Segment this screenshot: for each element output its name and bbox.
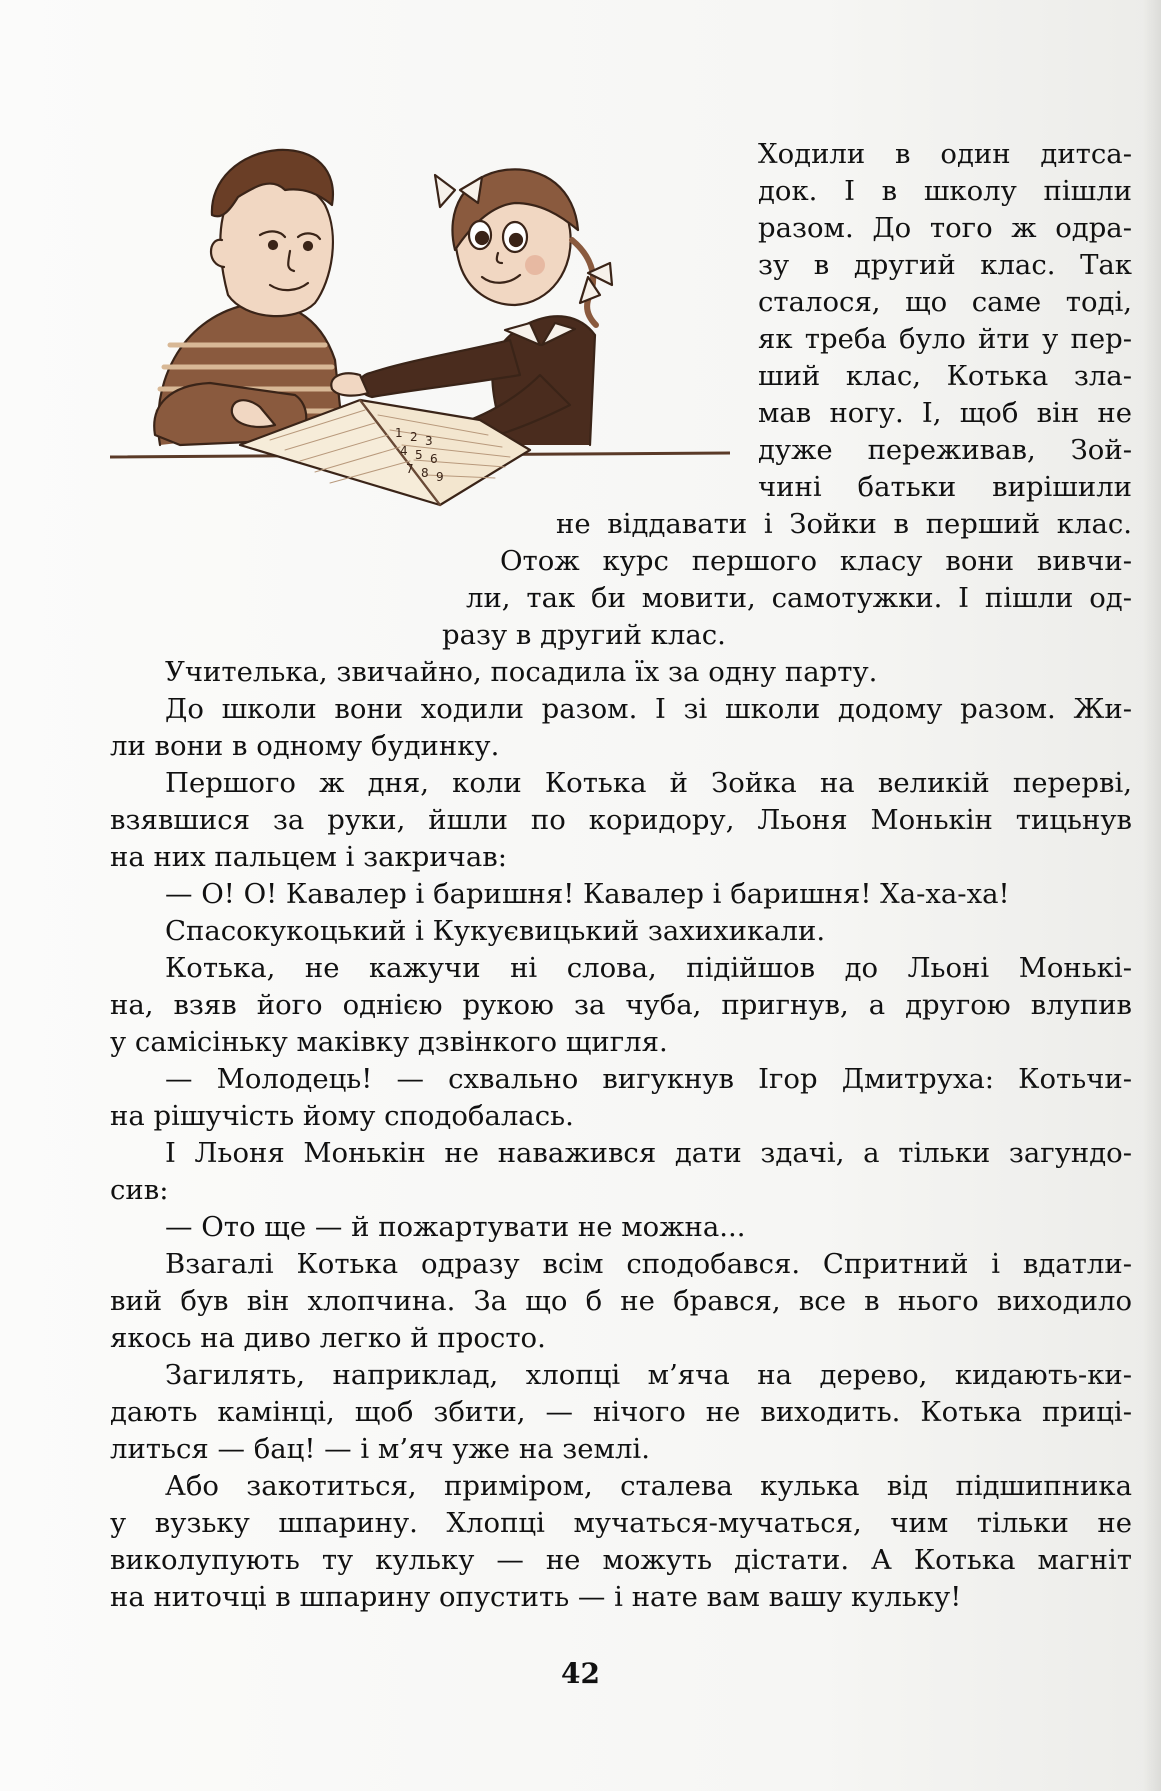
text-line: мав ногу. І, щоб він не (758, 397, 1132, 429)
text-line: ли, так би мовити, самотужки. І пішли од- (466, 582, 1132, 614)
text-line: Отож курс першого класу вони вивчи- (500, 545, 1132, 577)
text-line: разом. До того ж одра- (758, 212, 1132, 244)
text-line: литься — бац! — і м’яч уже на землі. (110, 1433, 650, 1465)
text-line: Або закотиться, приміром, сталева кулька від підшипника (165, 1470, 1132, 1502)
book-digit: 7 (406, 462, 414, 476)
text-line: у самісіньку маківку дзвінкого щигля. (110, 1026, 668, 1058)
text-line: разу в другий клас. (442, 619, 726, 651)
text-line: виколупують ту кульку — не можуть дістати. А Котька магніт (110, 1544, 1132, 1576)
text-line: Котька, не кажучи ні слова, підійшов до Льоні Монькі- (165, 952, 1132, 984)
text-line: на них пальцем і закричав: (110, 841, 508, 873)
text-line: Взагалі Котька одразу всім сподобався. Спритний і вдатли- (165, 1248, 1132, 1280)
text-line: сив: (110, 1174, 169, 1206)
book-digit: 8 (421, 466, 429, 480)
book-digit: 9 (436, 470, 444, 484)
text-line: ли вони в одному будинку. (110, 730, 500, 762)
book-digit: 3 (425, 434, 433, 448)
book-digit: 1 (395, 426, 403, 440)
text-line: не віддавати і Зойки в перший клас. (556, 508, 1132, 540)
text-line: як треба було йти у пер- (758, 323, 1132, 355)
book-digit: 2 (410, 430, 418, 444)
text-line: на, взяв його однією рукою за чуба, пригнув, а другою влупив (110, 989, 1132, 1021)
text-line: Учителька, звичайно, посадила їх за одну парту. (165, 656, 878, 688)
text-line: взявшися за руки, йшли по коридору, Льоня Монькін тицьнув (110, 804, 1132, 836)
text-line: Спасокукоцький і Кукуєвицький захихикали. (165, 915, 826, 947)
text-line: дають камінці, щоб збити, — нічого не виходить. Котька прицi- (110, 1396, 1132, 1428)
text-line: зу в другий клас. Так (758, 249, 1132, 281)
book-digit: 6 (430, 452, 438, 466)
text-line: Ходили в один дитса- (758, 138, 1132, 170)
text-line: сталося, що саме тоді, (758, 286, 1132, 318)
text-line: якось на диво легко й просто. (110, 1322, 546, 1354)
page-number: 42 (561, 1657, 600, 1690)
text-line: док. І в школу пішли (758, 175, 1132, 207)
text-line: вий був він хлопчина. За що б не брався, все в нього виходило (110, 1285, 1132, 1317)
page-edge-shadow (1143, 0, 1161, 1791)
text-line: Першого ж дня, коли Котька й Зойка на великій перерві, (165, 767, 1132, 799)
text-line: І Льоня Монькін не наважився дати здачі, а тільки загундо- (165, 1137, 1132, 1169)
text-line: — Молодець! — схвально вигукнув Ігор Дмитруха: Котьчи- (165, 1063, 1132, 1095)
text-line: — Ото ще — й пожартувати не можна... (165, 1211, 746, 1243)
text-line: ший клас, Котька зла- (758, 360, 1132, 392)
book-digit: 5 (415, 448, 423, 462)
text-line: на рішучість йому сподобалась. (110, 1100, 574, 1132)
text-line: у вузьку шпарину. Хлопці мучаться-мучаться, чим тільки не (110, 1507, 1132, 1539)
text-line: До школи вони ходили разом. І зі школи додому разом. Жи- (165, 693, 1132, 725)
text-line: дуже переживав, Зой- (758, 434, 1132, 466)
text-line: — О! О! Кавалер і баришня! Кавалер і баришня! Ха-ха-ха! (165, 878, 1010, 910)
text-line: Загилять, наприклад, хлопці м’яча на дерево, кидають-ки- (165, 1359, 1132, 1391)
text-line: на ниточці в шпарину опустить — і нате вам вашу кульку! (110, 1581, 962, 1613)
book-digit: 4 (400, 444, 408, 458)
text-line: чині батьки вирішили (758, 471, 1132, 503)
